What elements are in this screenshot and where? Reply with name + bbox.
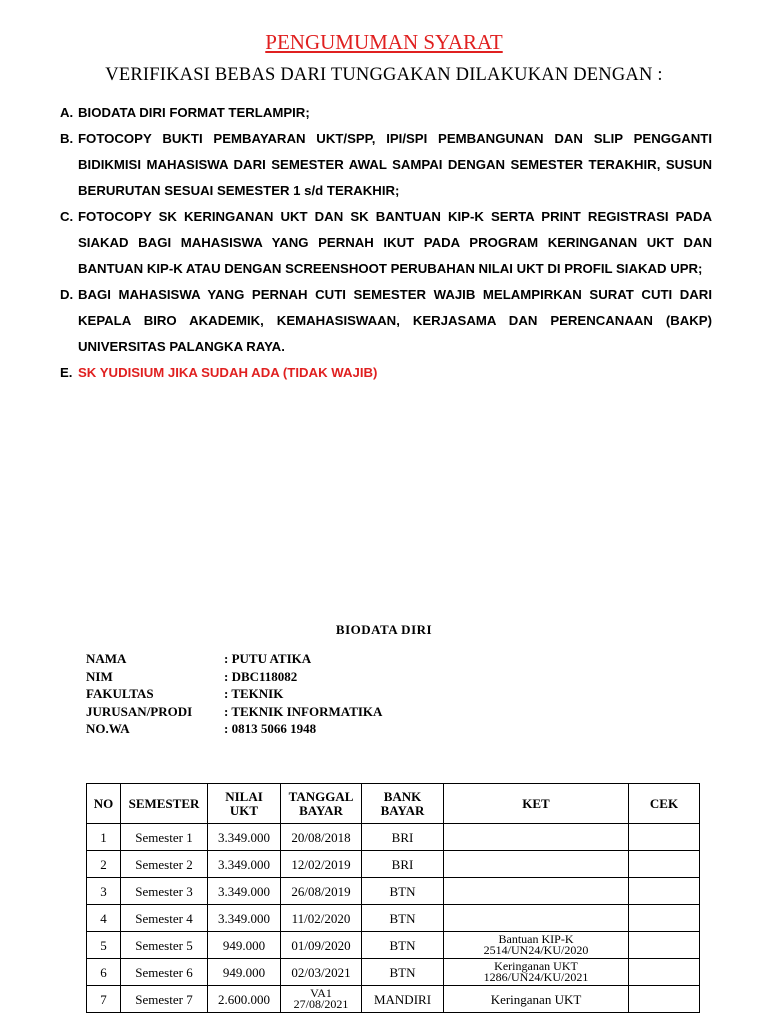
cell-no: 6 [87, 959, 121, 986]
cell-semester: Semester 6 [121, 959, 208, 986]
requirement-marker: B. [60, 131, 74, 146]
header-ket: KET [444, 784, 629, 824]
cell-ukt: 949.000 [208, 959, 281, 986]
biodata-value: : DBC118082 [224, 668, 298, 684]
cell-semester: Semester 5 [121, 932, 208, 959]
requirement-marker: D. [60, 287, 74, 302]
requirement-item-optional [60, 360, 712, 386]
biodata-label: NIM [86, 668, 113, 684]
cell-ukt: 949.000 [208, 932, 281, 959]
requirement-marker: A. [60, 105, 74, 120]
cell-semester: Semester 1 [121, 824, 208, 851]
table-row [87, 905, 700, 932]
cell-ket [444, 905, 629, 932]
cell-semester: Semester 7 [121, 986, 208, 1013]
requirement-text: SK YUDISIUM JIKA SUDAH ADA (TIDAK WAJIB) [78, 365, 378, 380]
cell-no: 5 [87, 932, 121, 959]
biodata-value: : TEKNIK INFORMATIKA [224, 703, 383, 719]
requirement-item [60, 126, 712, 204]
biodata-label: NAMA [86, 651, 127, 666]
biodata-row [86, 668, 382, 686]
cell-ket: Keringanan UKT [444, 986, 629, 1013]
table-row [87, 878, 700, 905]
requirement-marker: E. [60, 365, 73, 380]
table-row [87, 851, 700, 878]
cell-bank: BTN [362, 878, 444, 905]
cell-cek [629, 905, 700, 932]
table-row [87, 932, 700, 959]
cell-tanggal: 26/08/2019 [281, 878, 362, 905]
table-row [87, 959, 700, 986]
table-row [87, 824, 700, 851]
cell-ukt: 2.600.000 [208, 986, 281, 1013]
cell-no: 3 [87, 878, 121, 905]
ket-line: Keringanan UKT [494, 959, 578, 973]
cell-bank: BTN [362, 905, 444, 932]
tanggal-line: VA1 [310, 986, 332, 1000]
page-title: PENGUMUMAN SYARAT [265, 30, 503, 54]
cell-cek [629, 932, 700, 959]
biodata-label: FAKULTAS [86, 686, 154, 701]
header-cek: CEK [629, 784, 700, 824]
cell-cek [629, 851, 700, 878]
cell-tanggal: 02/03/2021 [281, 959, 362, 986]
biodata-label: JURUSAN/PRODI [86, 703, 193, 719]
cell-bank: BTN [362, 959, 444, 986]
cell-cek [629, 824, 700, 851]
cell-no: 7 [87, 986, 121, 1013]
biodata-value: : TEKNIK [224, 686, 284, 701]
requirement-marker: C. [60, 209, 74, 224]
header-text: UKT [229, 802, 259, 818]
cell-ket [444, 824, 629, 851]
cell-ukt: 3.349.000 [208, 878, 281, 905]
page-subtitle: VERIFIKASI BEBAS DARI TUNGGAKAN DILAKUKAN DENGAN : [105, 65, 663, 85]
ket-line: 2514/UN24/KU/2020 [483, 943, 589, 957]
ket-line: 1286/UN24/KU/2021 [483, 970, 589, 984]
biodata-title: BIODATA DIRI [335, 622, 433, 637]
cell-bank: BRI [362, 851, 444, 878]
cell-semester: Semester 2 [121, 851, 208, 878]
ket-line: Bantuan KIP-K [498, 932, 574, 946]
cell-ukt: 3.349.000 [208, 851, 281, 878]
biodata-block [86, 650, 382, 738]
payment-table [86, 783, 700, 1013]
requirement-item [60, 282, 712, 360]
biodata-row [86, 720, 382, 738]
requirement-item [60, 204, 712, 282]
tanggal-line: 27/08/2021 [293, 997, 349, 1011]
biodata-value: : PUTU ATIKA [224, 651, 312, 666]
cell-ket [444, 932, 629, 959]
requirements-list [60, 100, 712, 386]
cell-bank: MANDIRI [362, 986, 444, 1013]
cell-semester: Semester 4 [121, 905, 208, 932]
cell-tanggal: 01/09/2020 [281, 932, 362, 959]
cell-tanggal: 11/02/2020 [281, 905, 362, 932]
header-semester: SEMESTER [121, 784, 208, 824]
header-no: NO [87, 784, 121, 824]
cell-cek [629, 986, 700, 1013]
cell-tanggal [281, 986, 362, 1013]
biodata-row [86, 650, 382, 668]
cell-tanggal: 12/02/2019 [281, 851, 362, 878]
requirement-item [60, 100, 712, 126]
header-text: NILAI [225, 788, 263, 804]
header-nilai-ukt [208, 784, 281, 824]
cell-no: 2 [87, 851, 121, 878]
biodata-row [86, 703, 382, 721]
header-text: BAYAR [299, 802, 343, 818]
cell-no: 4 [87, 905, 121, 932]
cell-ket [444, 959, 629, 986]
cell-cek [629, 878, 700, 905]
cell-cek [629, 959, 700, 986]
header-text: BAYAR [380, 802, 425, 818]
cell-ukt: 3.349.000 [208, 824, 281, 851]
biodata-label: NO.WA [86, 721, 130, 736]
requirement-text: FOTOCOPY SK KERINGANAN UKT DAN SK BANTUAN KIP-K SERTA PRINT REGISTRASI PADA SIAKAD BAGI MAHASISWA YANG PERNAH IKUT PADA PROGRAM KERINGANAN UKT DAN BANTUAN KIP-K ATAU DENGAN SCREENSHOOT PERUBAHAN NILAI UKT DI PROFIL SIAKAD UPR; [78, 209, 712, 276]
header-tanggal-bayar [281, 784, 362, 824]
cell-tanggal: 20/08/2018 [281, 824, 362, 851]
cell-no: 1 [87, 824, 121, 851]
cell-bank: BRI [362, 824, 444, 851]
cell-ukt: 3.349.000 [208, 905, 281, 932]
cell-ket [444, 878, 629, 905]
requirement-text: FOTOCOPY BUKTI PEMBAYARAN UKT/SPP, IPI/SPI PEMBANGUNAN DAN SLIP PENGGANTI BIDIKMISI MAHASISWA DARI SEMESTER AWAL SAMPAI DENGAN SEMESTER TERAKHIR, SUSUN BERURUTAN SESUAI SEMESTER 1 s/d TERAKHIR; [78, 131, 712, 198]
header-bank-bayar [362, 784, 444, 824]
biodata-row [86, 685, 382, 703]
requirement-text: BAGI MAHASISWA YANG PERNAH CUTI SEMESTER WAJIB MELAMPIRKAN SURAT CUTI DARI KEPALA BIRO AKADEMIK, KEMAHASISWAAN, KERJASAMA DAN PERENCANAAN (BAKP) UNIVERSITAS PALANGKA RAYA. [78, 287, 712, 354]
cell-bank: BTN [362, 932, 444, 959]
header-text: BANK [383, 788, 422, 804]
biodata-value: : 0813 5066 1948 [224, 721, 317, 736]
table-header-row [87, 784, 700, 824]
cell-semester: Semester 3 [121, 878, 208, 905]
cell-ket [444, 851, 629, 878]
requirement-text: BIODATA DIRI FORMAT TERLAMPIR; [78, 105, 310, 120]
table-row [87, 986, 700, 1013]
header-text: TANGGAL [288, 788, 354, 804]
